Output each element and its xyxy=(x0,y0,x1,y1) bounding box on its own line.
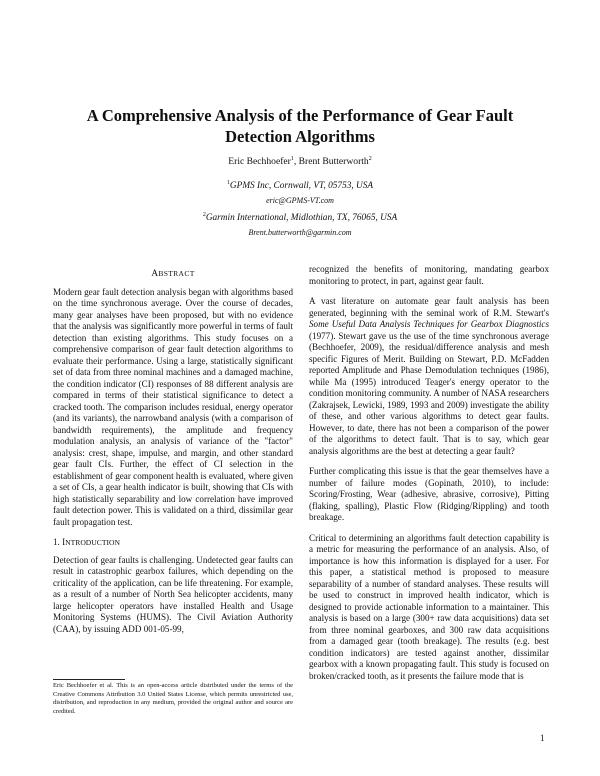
left-column xyxy=(53,268,293,644)
author-name: Eric Bechhoefer xyxy=(228,156,291,167)
paper-title: A Comprehensive Analysis of the Performance of Gear Fault Detection Algorithms xyxy=(86,106,514,146)
paragraph: A vast literature on automate gear fault analysis has been generated, beginning with the seminal work of R.M. Stewart's Some Useful Data Analysis Techniques for Gearbox Diagnostics (1977). Stewart gave us the use of the time synchronous average (Bechhoefer, 2009), the residual/difference analysis and mesh specific Figures of Merit. Building on Stewart, P.D. McFadden reported Amplitude and Phase Demodulation techniques (1986), while Ma (1995) introduced Teager's energy operator to the condition monitoring community. A number of NASA researchers (Zakrajsek, Lewicki, 1989, 1993 and 2009) investigate the ability of these, and other various algorithms to detect gear faults. However, to date, there has not been a comparison of the power of the algorithms to detect fault. That is to say, which gear analysis algorithms are the best at detecting a gear fault? xyxy=(309,296,549,456)
abstract-text: Modern gear fault detection analysis began with algorithms based on the time synchronous average. Over the course of decades, many gear analyses have been proposed, but with no evidence that the analysis was significantly more powerful in terms of fault detection than existing algorithms. This study focuses on a comprehensive comparison of gear fault detection algorithms to evaluate their performance. Using a large, statistically significant set of data from three nominal machines and a damaged machine, the condition indicator (CI) responses of 88 different analysis are compared in terms of their statistical significance to detect a cracked tooth. The comparison includes residual, energy operator (and its variants), the narrowband analysis (with a comparison of bandwidth requirements), the amplitude and frequency modulation analysis, an analysis of variance of the "factor" analysis: crest, shape, impulse, and margin, and other standard gear fault CIs. Further, the effect of CI selection in the establishment of gear component health is evaluated, where given a set of CIs, a gear health indicator is built, showing that CIs with high statistically separability and low correlation have improved fault detection power. This is validated on a third, dissimilar gear fault propagation test. xyxy=(53,286,293,527)
author-name: Brent Butterworth xyxy=(298,156,369,167)
license-footnote: Eric Bechhoefer et al. This is an open-access article distributed under the terms of the Creative Commons Attribution 3.0 United States License, which permits unrestricted use, distribution, and reproduction in any medium, provided the original author and source are credited. xyxy=(53,682,293,715)
paragraph: Critical to determining an algorithms fault detection capability is a metric for measuring the performance of an analysis. Also, of importance is how this information is displayed for a user. For this paper, a statistical method is proposed to measure separability of a number of standard analyses. These results will be used to construct in improved health indicator, which is designed to provide actionable information to a maintainer. This analysis is based on a large (300+ raw data acquisitions) data set from three nominal gearboxes, and 300 raw data acquisitions from a damaged gear (tooth breakage). The results (e.g. best condition indicators) are tested against another, dissimilar gearbox with a known propagating fault. This study is focused on broken/cracked tooth, as it presents the failure mode that is xyxy=(309,532,549,681)
affiliation-marker: 2 xyxy=(202,211,206,218)
affiliation-2 xyxy=(60,213,540,223)
affiliation-1 xyxy=(60,181,540,191)
author-separator: , xyxy=(293,156,299,167)
affiliation-marker: 1 xyxy=(226,179,230,186)
cited-title: Some Useful Data Analysis Techniques for Gearbox Diagnostics xyxy=(309,319,549,329)
paragraph: recognized the benefits of monitoring, mandating gearbox monitoring to protect, in part, against gear fault. xyxy=(309,264,549,286)
paragraph: Further complicating this issue is that the gear themselves have a number of failure modes (Gopinath, 2010), to include: Scoring/Frosting, Wear (adhesive, abrasive, corrosive), Pitting (flaking, spalling), Plastic Flow (Ridging/Rippling) and tooth breakage. xyxy=(309,466,549,522)
affiliation-marker: 2 xyxy=(368,155,372,162)
footnote-divider xyxy=(53,679,125,680)
introduction-paragraph: Detection of gear faults is challenging. Undetected gear faults can result in catastrophic gearbox failures, which depending on the criticality of the application, can be life threatening. For example, as a result of a number of North Sea helicopter accidents, many large helicopter operators have installed Health and Usage Monitoring Systems (HUMS). The Civil Aviation Authority (CAA), by issuing ADD 001-05-99, xyxy=(53,554,293,634)
affiliation-text: Garmin International, Midlothian, TX, 76065, USA xyxy=(205,213,398,223)
email-1: eric@GPMS-VT.com xyxy=(266,196,334,205)
affiliation-marker: 1 xyxy=(290,155,294,162)
right-column xyxy=(309,264,549,691)
introduction-heading: 1. INTRODUCTION xyxy=(53,537,120,547)
email-2: Brent.butterworth@garmin.com xyxy=(248,228,352,237)
author-line xyxy=(60,156,540,167)
page-number: 1 xyxy=(540,733,545,743)
abstract-heading: ABSTRACT xyxy=(151,269,195,279)
affiliation-text: GPMS Inc, Cornwall, VT, 05753, USA xyxy=(229,181,374,191)
